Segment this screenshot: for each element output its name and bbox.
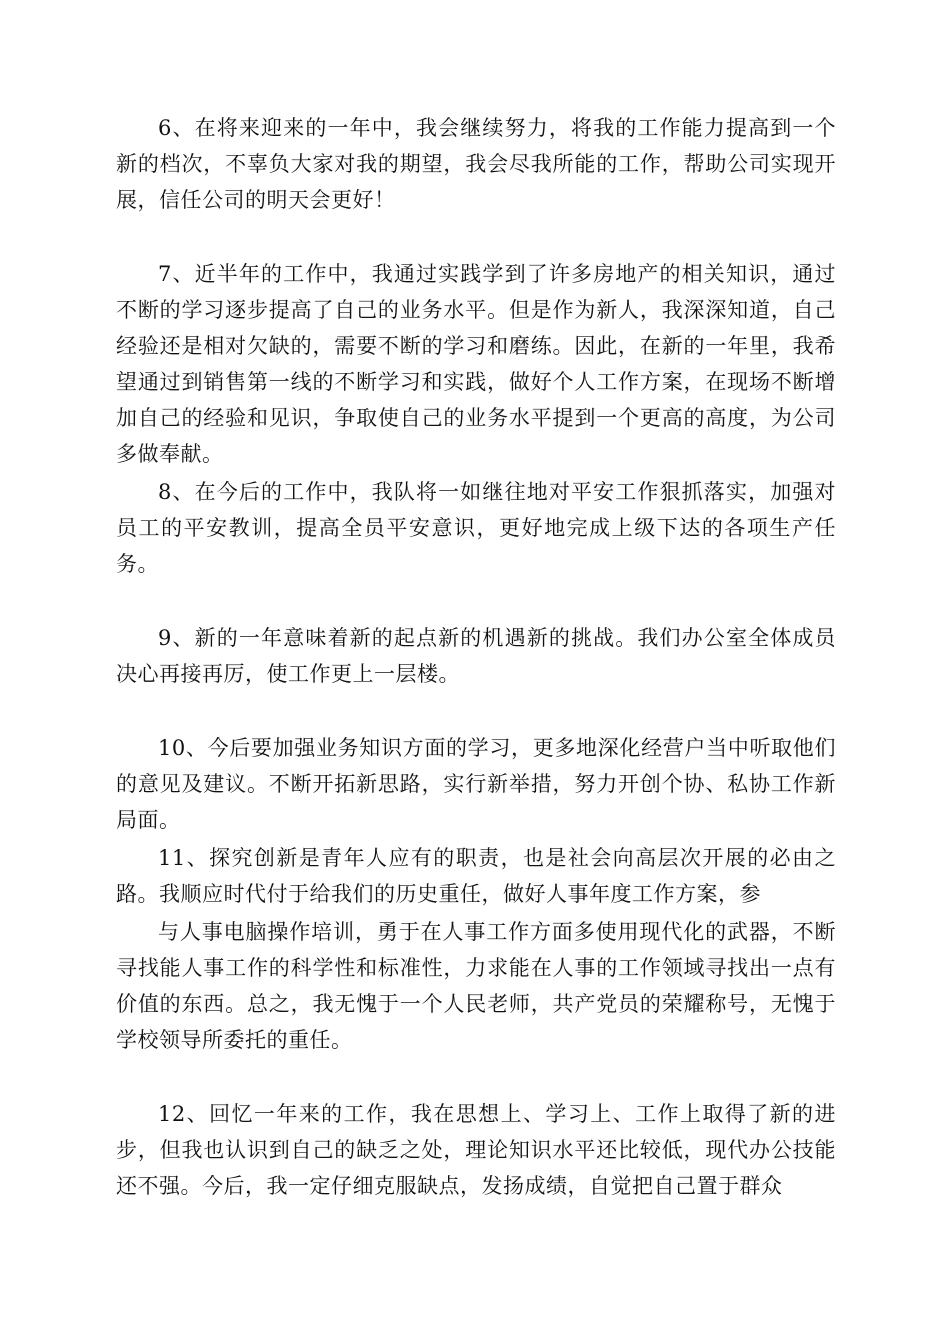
paragraph-8: 8、在今后的工作中，我队将一如继往地对平安工作狠抓落实，加强对员工的平安教训，提高全员平安意识，更好地完成上级下达的各项生产任务。 [116, 480, 836, 576]
paragraph-10: 10、今后要加强业务知识方面的学习，更多地深化经营户当中听取他们的意见及建议。不断开拓新思路，实行新举措，努力开创个协、私协工作新局面。 [116, 736, 836, 832]
paragraph-11-continuation: 与人事电脑操作培训，勇于在人事工作方面多使用现代化的武器，不断寻找能人事工作的科学性和标准性，力求能在人事的工作领域寻找出一点有价值的东西。总之，我无愧于一个人民老师，共产党员的荣耀称号，无愧于学校领导所委托的重任。 [116, 920, 836, 1052]
paragraph-9: 9、新的一年意味着新的起点新的机遇新的挑战。我们办公室全体成员决心再接再厉，使工作更上一层楼。 [116, 626, 836, 686]
paragraph-7: 7、近半年的工作中，我通过实践学到了许多房地产的相关知识，通过不断的学习逐步提高了自己的业务水平。但是作为新人，我深深知道，自己经验还是相对欠缺的，需要不断的学习和磨练。因此，在新的一年里，我希望通过到销售第一线的不断学习和实践，做好个人工作方案，在现场不断增加自己的经验和见识，争取使自己的业务水平提到一个更高的高度，为公司多做奉献。 [116, 262, 836, 466]
paragraph-6: 6、在将来迎来的一年中，我会继续努力，将我的工作能力提高到一个新的档次，不辜负大家对我的期望，我会尽我所能的工作，帮助公司实现开展，信任公司的明天会更好！ [116, 116, 836, 212]
paragraph-11: 11、探究创新是青年人应有的职责，也是社会向高层次开展的必由之路。我顺应时代付于给我们的历史重任，做好人事年度工作方案，参 [116, 846, 836, 906]
paragraph-12: 12、回忆一年来的工作，我在思想上、学习上、工作上取得了新的进步，但我也认识到自己的缺乏之处，理论知识水平还比较低，现代办公技能还不强。今后，我一定仔细克服缺点，发扬成绩，自觉把自己置于群众 [116, 1102, 836, 1198]
